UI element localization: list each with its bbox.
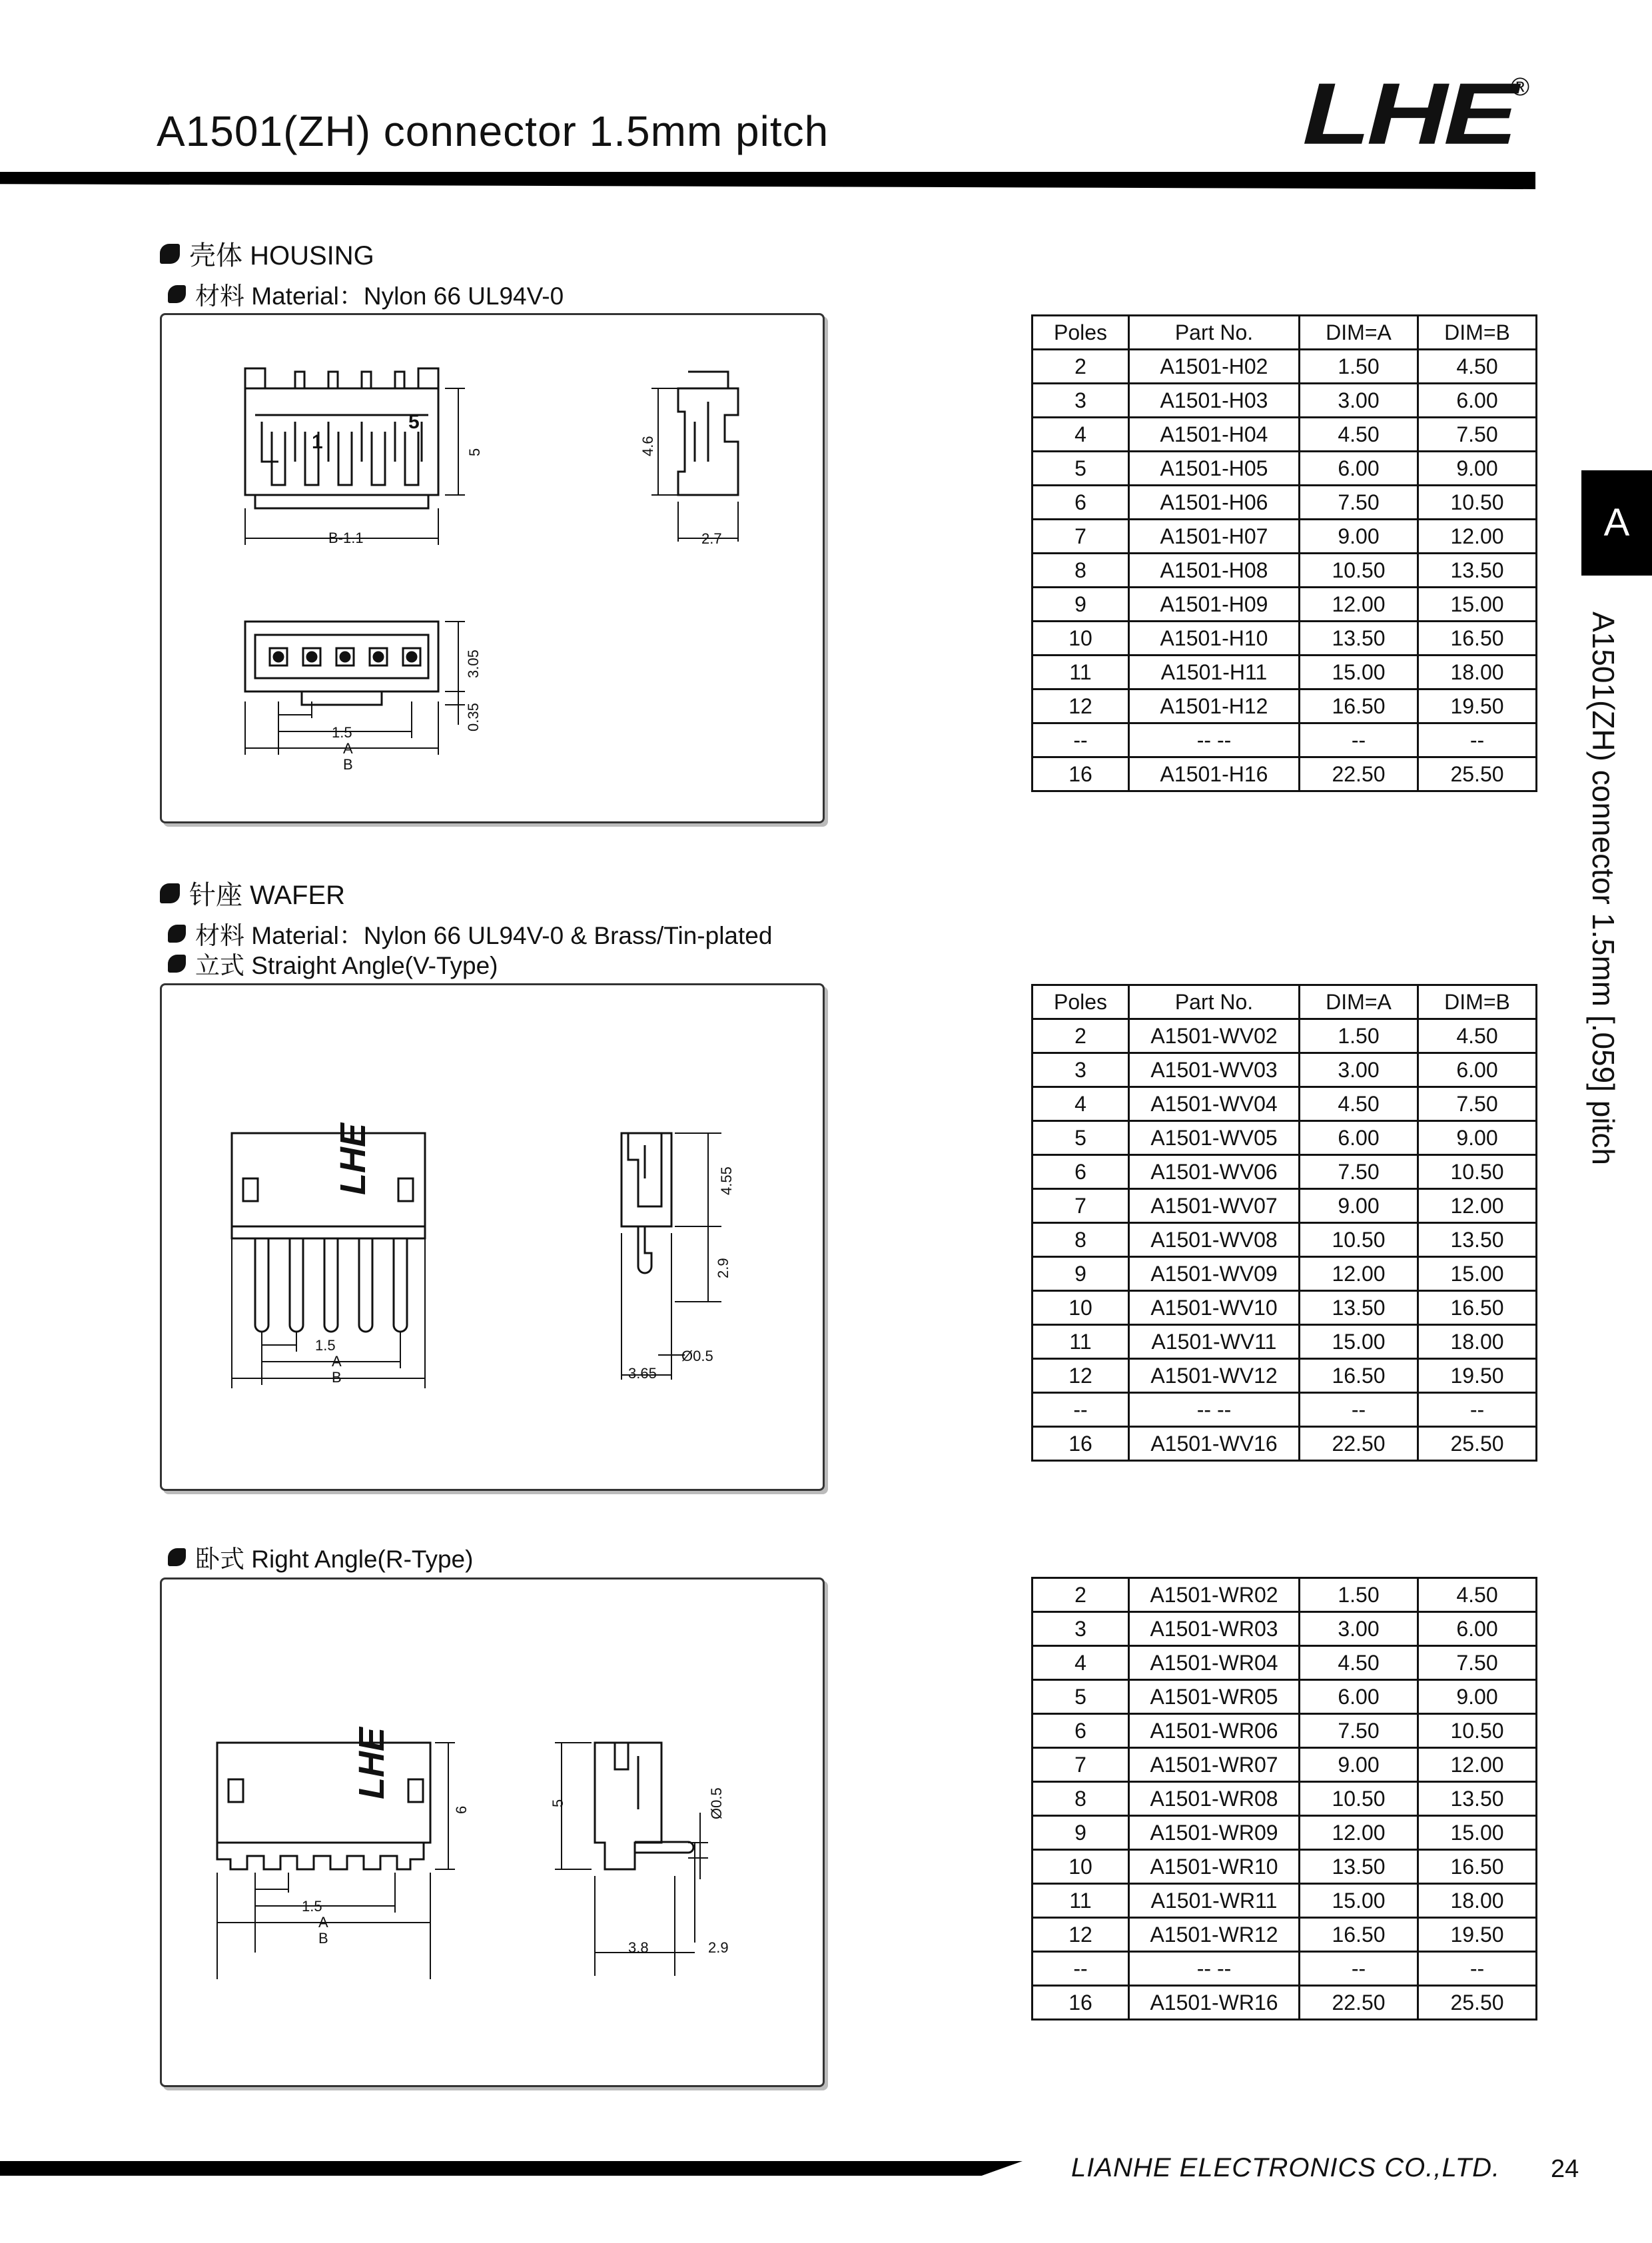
table-cell: 25.50 <box>1418 1427 1537 1461</box>
table-cell: 8 <box>1032 554 1129 588</box>
table-cell: 10 <box>1032 622 1129 656</box>
wv-dim-diameter: Ø0.5 <box>681 1348 713 1364</box>
table-cell: A1501-WV05 <box>1129 1121 1300 1155</box>
table-cell: Part No. <box>1129 316 1300 350</box>
table-cell: A1501-WR11 <box>1129 1884 1300 1918</box>
table-row <box>1032 1427 1537 1461</box>
table-cell: 15.00 <box>1300 1325 1418 1359</box>
wr-dim-5: 5 <box>550 1799 566 1807</box>
table-cell: A1501-WV03 <box>1129 1053 1300 1087</box>
table-row <box>1032 1748 1537 1782</box>
wv-dim-4-55: 4.55 <box>718 1166 735 1195</box>
table-row <box>1032 1884 1537 1918</box>
table-cell: 9 <box>1032 1816 1129 1850</box>
right-angle-drawing <box>162 1579 827 2089</box>
dim-0-35: 0.35 <box>465 703 482 731</box>
table-cell: 13.50 <box>1300 622 1418 656</box>
table-cell: 10.50 <box>1418 1155 1537 1189</box>
table-cell: A1501-WV07 <box>1129 1189 1300 1223</box>
table-cell: 6.00 <box>1418 1612 1537 1646</box>
table-cell: 10.50 <box>1300 554 1418 588</box>
table-cell: A1501-WR02 <box>1129 1578 1300 1612</box>
table-cell: 10.50 <box>1418 1714 1537 1748</box>
table-cell: 15.00 <box>1418 588 1537 622</box>
table-cell: 12.00 <box>1300 1816 1418 1850</box>
table-cell: 7.50 <box>1300 1155 1418 1189</box>
header-rule <box>0 172 1535 189</box>
table-cell: 2 <box>1032 1578 1129 1612</box>
table-row <box>1032 1680 1537 1714</box>
table-cell: A1501-WR09 <box>1129 1816 1300 1850</box>
table-row <box>1032 1189 1537 1223</box>
table-cell: A1501-H16 <box>1129 757 1300 791</box>
table-cell: 22.50 <box>1300 1986 1418 2020</box>
dim-b: B <box>343 756 353 773</box>
registered-mark: ® <box>1511 73 1529 101</box>
table-cell: 12.00 <box>1300 588 1418 622</box>
table-cell: 6 <box>1032 486 1129 520</box>
leaf-bullet-icon <box>168 925 186 943</box>
table-cell: 13.50 <box>1418 1782 1537 1816</box>
table-cell: 19.50 <box>1418 1359 1537 1393</box>
side-title: A1501(ZH) connector 1.5mm [.059] pitch <box>1586 612 1621 1165</box>
table-cell: 16 <box>1032 757 1129 791</box>
table-row <box>1032 757 1537 791</box>
table-cell: 19.50 <box>1418 1918 1537 1952</box>
table-cell: 12.00 <box>1418 1748 1537 1782</box>
table-cell: -- <box>1300 1952 1418 1986</box>
table-cell: A1501-WV11 <box>1129 1325 1300 1359</box>
table-cell: A1501-WR12 <box>1129 1918 1300 1952</box>
wr-dim-pitch: 1.5 <box>302 1898 322 1915</box>
table-row <box>1032 350 1537 384</box>
table-cell: DIM=B <box>1418 985 1537 1019</box>
leaf-bullet-icon <box>160 244 180 264</box>
dim-4-6: 4.6 <box>639 436 656 456</box>
table-cell: A1501-H08 <box>1129 554 1300 588</box>
table-cell: 25.50 <box>1418 1986 1537 2020</box>
table-cell: DIM=B <box>1418 316 1537 350</box>
straight-angle-line <box>168 945 498 981</box>
table-cell: 9.00 <box>1300 1748 1418 1782</box>
table-cell: 5 <box>1032 1680 1129 1714</box>
table-row <box>1032 588 1537 622</box>
wr-dim-b: B <box>318 1930 328 1947</box>
table-row <box>1032 1612 1537 1646</box>
table-cell: -- <box>1300 723 1418 757</box>
table-cell: A1501-WV04 <box>1129 1087 1300 1121</box>
table-row <box>1032 384 1537 418</box>
table-cell: 9 <box>1032 1257 1129 1291</box>
leaf-bullet-icon <box>168 285 186 303</box>
table-row <box>1032 452 1537 486</box>
table-cell: 4 <box>1032 1646 1129 1680</box>
table-cell: 7 <box>1032 1748 1129 1782</box>
company-name: LIANHE ELECTRONICS CO.,LTD. <box>1071 2153 1501 2182</box>
table-cell: -- <box>1418 1952 1537 1986</box>
table-cell: 16.50 <box>1418 1291 1537 1325</box>
table-cell: A1501-WV08 <box>1129 1223 1300 1257</box>
table-row <box>1032 1053 1537 1087</box>
table-cell: 9.00 <box>1418 1680 1537 1714</box>
table-row <box>1032 1816 1537 1850</box>
wafer-v-logo: LHE <box>333 1123 373 1195</box>
table-cell: A1501-WR03 <box>1129 1612 1300 1646</box>
table-cell: 16.50 <box>1300 689 1418 723</box>
table-cell: 10.50 <box>1300 1223 1418 1257</box>
housing-material: 材料 Material：Nylon 66 UL94V-0 <box>195 282 564 310</box>
table-row <box>1032 1986 1537 2020</box>
table-cell: 10.50 <box>1300 1782 1418 1816</box>
dim-5: 5 <box>466 448 483 456</box>
table-row <box>1032 1646 1537 1680</box>
table-row <box>1032 1291 1537 1325</box>
table-cell: 6 <box>1032 1155 1129 1189</box>
table-cell: 18.00 <box>1418 1325 1537 1359</box>
table-cell: A1501-H09 <box>1129 588 1300 622</box>
table-cell: 9 <box>1032 588 1129 622</box>
table-cell: 4.50 <box>1418 1578 1537 1612</box>
table-cell: -- <box>1418 1393 1537 1427</box>
table-header-row <box>1032 316 1537 350</box>
table-cell: 4.50 <box>1300 1646 1418 1680</box>
pin-5-mark: 5 <box>408 411 420 433</box>
wafer-drawing <box>162 985 827 1493</box>
table-cell: 6.00 <box>1300 452 1418 486</box>
table-cell: -- <box>1032 1952 1129 1986</box>
table-cell: 12 <box>1032 1918 1129 1952</box>
dim-b-minus: B-1.1 <box>328 530 364 546</box>
table-cell: A1501-WV09 <box>1129 1257 1300 1291</box>
table-cell: 8 <box>1032 1223 1129 1257</box>
table-cell: 9.00 <box>1418 452 1537 486</box>
table-cell: Part No. <box>1129 985 1300 1019</box>
table-cell: 3.00 <box>1300 384 1418 418</box>
wv-dim-a: A <box>332 1353 342 1370</box>
table-row <box>1032 520 1537 554</box>
table-cell: 6.00 <box>1418 1053 1537 1087</box>
table-cell: 3 <box>1032 384 1129 418</box>
right-angle-drawing-panel <box>160 1577 825 2087</box>
table-cell: A1501-WR16 <box>1129 1986 1300 2020</box>
table-cell: 2 <box>1032 350 1129 384</box>
table-row <box>1032 1918 1537 1952</box>
table-cell: A1501-H06 <box>1129 486 1300 520</box>
table-cell: 15.00 <box>1418 1257 1537 1291</box>
table-row <box>1032 554 1537 588</box>
table-cell: A1501-WV10 <box>1129 1291 1300 1325</box>
table-cell: 6.00 <box>1300 1121 1418 1155</box>
wv-dim-b: B <box>332 1369 342 1386</box>
table-row <box>1032 1019 1537 1053</box>
table-cell: 15.00 <box>1300 656 1418 689</box>
table-cell: 16 <box>1032 1986 1129 2020</box>
table-cell: 11 <box>1032 1325 1129 1359</box>
table-cell: A1501-H07 <box>1129 520 1300 554</box>
housing-table <box>1031 314 1537 792</box>
table-cell: 16.50 <box>1418 1850 1537 1884</box>
table-row <box>1032 622 1537 656</box>
wv-table-body <box>1032 985 1537 1461</box>
table-cell: Poles <box>1032 985 1129 1019</box>
section-tab: A <box>1581 470 1652 576</box>
dim-3-05: 3.05 <box>465 650 482 678</box>
table-row <box>1032 486 1537 520</box>
table-cell: A1501-WR08 <box>1129 1782 1300 1816</box>
wv-dim-2-9: 2.9 <box>715 1258 731 1278</box>
wafer-drawing-panel <box>160 983 825 1491</box>
table-cell: 7.50 <box>1418 1646 1537 1680</box>
table-cell: 10 <box>1032 1291 1129 1325</box>
table-cell: 12.00 <box>1418 1189 1537 1223</box>
wr-table <box>1031 1577 1537 2020</box>
table-cell: 1.50 <box>1300 350 1418 384</box>
table-cell: Poles <box>1032 316 1129 350</box>
wr-table-body <box>1032 1578 1537 2020</box>
housing-table-body <box>1032 316 1537 791</box>
wv-dim-pitch: 1.5 <box>315 1337 336 1354</box>
table-cell: 7.50 <box>1418 1087 1537 1121</box>
table-cell: 1.50 <box>1300 1578 1418 1612</box>
table-cell: A1501-WR05 <box>1129 1680 1300 1714</box>
table-cell: 9.00 <box>1300 520 1418 554</box>
table-cell: A1501-WR04 <box>1129 1646 1300 1680</box>
table-cell: 15.00 <box>1418 1816 1537 1850</box>
table-row <box>1032 1155 1537 1189</box>
table-row <box>1032 1087 1537 1121</box>
table-row <box>1032 656 1537 689</box>
table-cell: A1501-WV02 <box>1129 1019 1300 1053</box>
table-cell: A1501-H03 <box>1129 384 1300 418</box>
table-cell: 11 <box>1032 1884 1129 1918</box>
table-cell: A1501-H10 <box>1129 622 1300 656</box>
table-cell: 3.00 <box>1300 1053 1418 1087</box>
table-cell: 7 <box>1032 520 1129 554</box>
wv-table <box>1031 984 1537 1462</box>
wr-dim-diameter: Ø0.5 <box>708 1787 725 1819</box>
table-cell: 2 <box>1032 1019 1129 1053</box>
table-cell: 12 <box>1032 689 1129 723</box>
table-cell: 3 <box>1032 1612 1129 1646</box>
table-cell: 16 <box>1032 1427 1129 1461</box>
table-row <box>1032 1714 1537 1748</box>
table-cell: -- <box>1300 1393 1418 1427</box>
table-cell: A1501-WR07 <box>1129 1748 1300 1782</box>
wr-dim-a: A <box>318 1914 328 1931</box>
wv-dim-3-65: 3.65 <box>628 1365 657 1382</box>
pin-1-mark: 1 <box>312 431 323 453</box>
table-cell: A1501-H12 <box>1129 689 1300 723</box>
wafer-title: 针座 WAFER <box>189 881 346 910</box>
table-cell: 5 <box>1032 1121 1129 1155</box>
table-cell: 4 <box>1032 418 1129 452</box>
table-cell: A1501-WV16 <box>1129 1427 1300 1461</box>
table-row <box>1032 1782 1537 1816</box>
table-cell: A1501-WR06 <box>1129 1714 1300 1748</box>
table-cell: 6.00 <box>1418 384 1537 418</box>
table-cell: 18.00 <box>1418 1884 1537 1918</box>
table-cell: -- <box>1032 1393 1129 1427</box>
table-cell: A1501-WV06 <box>1129 1155 1300 1189</box>
table-row <box>1032 1393 1537 1427</box>
table-cell: 9.00 <box>1418 1121 1537 1155</box>
table-cell: 4 <box>1032 1087 1129 1121</box>
table-row <box>1032 1325 1537 1359</box>
table-cell: -- -- <box>1129 723 1300 757</box>
table-cell: -- <box>1032 723 1129 757</box>
table-cell: 25.50 <box>1418 757 1537 791</box>
table-cell: 4.50 <box>1418 350 1537 384</box>
table-cell: 6.00 <box>1300 1680 1418 1714</box>
table-cell: 10 <box>1032 1850 1129 1884</box>
table-cell: 16.50 <box>1418 622 1537 656</box>
table-cell: 3 <box>1032 1053 1129 1087</box>
table-cell: -- -- <box>1129 1952 1300 1986</box>
table-row <box>1032 689 1537 723</box>
wr-dim-3-8: 3.8 <box>628 1939 649 1956</box>
table-cell: 13.50 <box>1418 554 1537 588</box>
table-row <box>1032 1257 1537 1291</box>
wafer-heading <box>160 874 345 912</box>
table-cell: 7 <box>1032 1189 1129 1223</box>
leaf-bullet-icon <box>160 883 180 903</box>
table-cell: 13.50 <box>1300 1850 1418 1884</box>
page-title: A1501(ZH) connector 1.5mm pitch <box>157 107 829 155</box>
table-row <box>1032 1850 1537 1884</box>
table-cell: 8 <box>1032 1782 1129 1816</box>
page-number: 24 <box>1551 2155 1579 2183</box>
lhe-logo: LHE <box>1302 65 1514 163</box>
table-cell: DIM=A <box>1300 316 1418 350</box>
table-cell: 4.50 <box>1300 1087 1418 1121</box>
table-cell: 22.50 <box>1300 757 1418 791</box>
table-cell: 15.00 <box>1300 1884 1418 1918</box>
leaf-bullet-icon <box>168 1548 186 1566</box>
table-cell: 16.50 <box>1300 1359 1418 1393</box>
table-cell: 13.50 <box>1418 1223 1537 1257</box>
dim-a: A <box>343 740 353 757</box>
leaf-bullet-icon <box>168 955 186 973</box>
table-cell: 1.50 <box>1300 1019 1418 1053</box>
table-cell: 9.00 <box>1300 1189 1418 1223</box>
table-cell: 10.50 <box>1418 486 1537 520</box>
table-cell: DIM=A <box>1300 985 1418 1019</box>
table-cell: A1501-WR10 <box>1129 1850 1300 1884</box>
table-cell: 7.50 <box>1300 1714 1418 1748</box>
dim-2-7: 2.7 <box>701 530 722 547</box>
table-cell: 7.50 <box>1300 486 1418 520</box>
table-cell: 11 <box>1032 656 1129 689</box>
table-cell: 6 <box>1032 1714 1129 1748</box>
wafer-r-logo: LHE <box>352 1727 392 1799</box>
straight-angle-title: 立式 Straight Angle(V-Type) <box>195 952 498 979</box>
table-cell: -- <box>1418 723 1537 757</box>
right-angle-title: 卧式 Right Angle(R-Type) <box>195 1546 474 1573</box>
housing-title: 壳体 HOUSING <box>189 241 374 270</box>
table-row <box>1032 723 1537 757</box>
table-row <box>1032 1359 1537 1393</box>
table-cell: 18.00 <box>1418 656 1537 689</box>
table-cell: 12.00 <box>1418 520 1537 554</box>
table-row <box>1032 1223 1537 1257</box>
housing-drawing-panel <box>160 313 825 823</box>
dim-pitch: 1.5 <box>332 724 352 741</box>
table-cell: A1501-H04 <box>1129 418 1300 452</box>
table-cell: 22.50 <box>1300 1427 1418 1461</box>
footer-rule <box>0 2161 1023 2176</box>
wafer-material: 材料 Material：Nylon 66 UL94V-0 & Brass/Tin-plated <box>195 922 773 949</box>
table-cell: A1501-H05 <box>1129 452 1300 486</box>
table-header-row <box>1032 985 1537 1019</box>
table-cell: 12 <box>1032 1359 1129 1393</box>
table-cell: 4.50 <box>1300 418 1418 452</box>
wr-dim-2-9: 2.9 <box>708 1939 729 1956</box>
table-cell: A1501-H11 <box>1129 656 1300 689</box>
table-cell: 12.00 <box>1300 1257 1418 1291</box>
table-row <box>1032 418 1537 452</box>
table-cell: A1501-WV12 <box>1129 1359 1300 1393</box>
table-cell: 7.50 <box>1418 418 1537 452</box>
wr-dim-6: 6 <box>453 1805 470 1814</box>
table-cell: 5 <box>1032 452 1129 486</box>
table-cell: 19.50 <box>1418 689 1537 723</box>
table-cell: 13.50 <box>1300 1291 1418 1325</box>
housing-drawing <box>162 315 827 825</box>
table-cell: 16.50 <box>1300 1918 1418 1952</box>
table-row <box>1032 1578 1537 1612</box>
housing-heading <box>160 234 374 272</box>
table-row <box>1032 1121 1537 1155</box>
table-cell: 4.50 <box>1418 1019 1537 1053</box>
table-cell: A1501-H02 <box>1129 350 1300 384</box>
housing-material-line <box>168 276 564 312</box>
table-row <box>1032 1952 1537 1986</box>
table-cell: -- -- <box>1129 1393 1300 1427</box>
right-angle-line <box>168 1539 473 1575</box>
table-cell: 3.00 <box>1300 1612 1418 1646</box>
